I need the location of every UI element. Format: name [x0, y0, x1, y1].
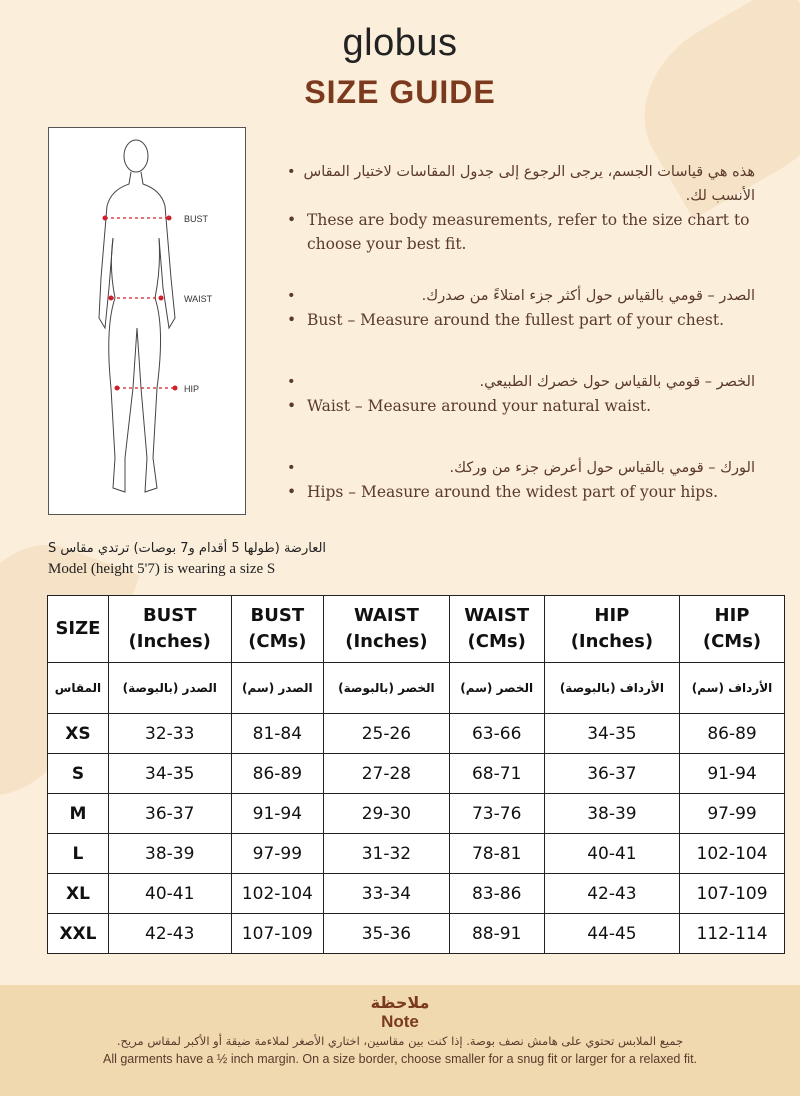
hip-label: HIP — [184, 384, 200, 394]
measurement-cell: 107-109 — [680, 874, 785, 914]
column-header-ar: الصدر (سم) — [231, 663, 324, 714]
measurement-cell: 36-37 — [108, 794, 231, 834]
measurement-cell: 36-37 — [544, 754, 679, 794]
size-cell: L — [48, 834, 109, 874]
column-header-ar: الخصر (بالبوصة) — [324, 663, 449, 714]
measurement-cell: 97-99 — [680, 794, 785, 834]
measurement-cell: 81-84 — [231, 714, 324, 754]
model-info-ar: العارضة (طولها 5 أقدام و7 بوصات) ترتدي مقاس S — [48, 541, 327, 556]
measurement-cell: 91-94 — [231, 794, 324, 834]
column-header-ar: الأرداف (بالبوصة) — [544, 663, 679, 714]
bullet-ar: • الصدر – قومي بالقياس حول أكثر جزء امتلاءً من صدرك. — [285, 284, 755, 308]
column-header — [324, 596, 449, 663]
bust-label: BUST — [184, 214, 209, 224]
bullet-en: • Waist – Measure around your natural waist. — [285, 394, 755, 418]
table-row — [48, 834, 785, 874]
column-header — [449, 596, 544, 663]
header-label: HIP — [714, 605, 750, 626]
header-unit: (CMs) — [467, 631, 526, 652]
header-label: BUST — [142, 605, 197, 626]
measurement-cell: 42-43 — [108, 914, 231, 954]
measurement-cell: 32-33 — [108, 714, 231, 754]
measurement-cell: 40-41 — [108, 874, 231, 914]
column-header — [680, 596, 785, 663]
header-label: WAIST — [464, 605, 530, 626]
note-title-en: Note — [381, 1012, 419, 1031]
header-unit: (Inches) — [570, 631, 654, 652]
column-header — [108, 596, 231, 663]
column-header — [48, 596, 109, 663]
table-row — [48, 874, 785, 914]
measurement-cell: 68-71 — [449, 754, 544, 794]
column-header-ar: المقاس — [48, 663, 109, 714]
header-label: WAIST — [353, 605, 419, 626]
header-label: BUST — [250, 605, 305, 626]
body-silhouette-icon — [49, 128, 247, 516]
page-title: SIZE GUIDE — [304, 74, 496, 110]
table-row — [48, 754, 785, 794]
header-label: HIP — [594, 605, 630, 626]
measurement-cell: 35-36 — [324, 914, 449, 954]
size-cell: XXL — [48, 914, 109, 954]
note-title-ar: ملاحظة — [370, 993, 430, 1012]
measurement-cell: 97-99 — [231, 834, 324, 874]
column-header-ar: الخصر (سم) — [449, 663, 544, 714]
model-info — [48, 538, 326, 580]
measurement-cell: 73-76 — [449, 794, 544, 834]
measurement-cell: 40-41 — [544, 834, 679, 874]
size-chart-table — [47, 595, 785, 954]
measurement-cell: 33-34 — [324, 874, 449, 914]
brand-logo: globus — [342, 22, 458, 64]
column-header — [544, 596, 679, 663]
bullet-en: • These are body measurements, refer to the size chart to choose your best fit. — [285, 208, 755, 256]
measurement-cell: 38-39 — [544, 794, 679, 834]
size-cell: XS — [48, 714, 109, 754]
measurement-cell: 86-89 — [680, 714, 785, 754]
column-header-ar: الصدر (بالبوصة) — [108, 663, 231, 714]
size-cell: M — [48, 794, 109, 834]
measurement-cell: 88-91 — [449, 914, 544, 954]
bullet-en: • Bust – Measure around the fullest part of your chest. — [285, 308, 755, 332]
bullet-ar: • الخصر – قومي بالقياس حول خصرك الطبيعي. — [285, 370, 755, 394]
bullet-ar: • الورك – قومي بالقياس حول أعرض جزء من وركك. — [285, 456, 755, 480]
measurement-cell: 78-81 — [449, 834, 544, 874]
measurement-cell: 102-104 — [231, 874, 324, 914]
measurement-cell: 91-94 — [680, 754, 785, 794]
header-unit: (Inches) — [128, 631, 211, 652]
size-cell: XL — [48, 874, 109, 914]
column-header-ar: الأرداف (سم) — [680, 663, 785, 714]
measurement-cell: 112-114 — [680, 914, 785, 954]
measurement-cell: 63-66 — [449, 714, 544, 754]
measurement-cell: 102-104 — [680, 834, 785, 874]
body-measurement-figure — [48, 127, 246, 515]
note-section — [0, 985, 800, 1096]
measurement-instructions — [285, 160, 755, 532]
measurement-cell: 27-28 — [324, 754, 449, 794]
bullet-ar: • هذه هي قياسات الجسم، يرجى الرجوع إلى جدول المقاسات لاختيار المقاس الأنسب لك. — [285, 160, 755, 208]
waist-label: WAIST — [184, 294, 213, 304]
measurement-cell: 83-86 — [449, 874, 544, 914]
header-label: SIZE — [55, 618, 101, 639]
note-text-en: All garments have a ½ inch margin. On a size border, choose smaller for a snug fit or larger for a relaxed fit. — [102, 1052, 698, 1066]
measurement-cell: 31-32 — [324, 834, 449, 874]
bullet-en: • Hips – Measure around the widest part of your hips. — [285, 480, 755, 504]
table-row — [48, 914, 785, 954]
table-row — [48, 794, 785, 834]
measurement-cell: 34-35 — [544, 714, 679, 754]
note-text-ar: جميع الملابس تحتوي على هامش نصف بوصة. إذا كنت بين مقاسين، اختاري الأصغر لملاءمة ضيقة أو الأكبر لمقاس مريح. — [116, 1034, 684, 1048]
table-row — [48, 714, 785, 754]
size-cell: S — [48, 754, 109, 794]
measurement-cell: 29-30 — [324, 794, 449, 834]
measurement-cell: 86-89 — [231, 754, 324, 794]
measurement-cell: 38-39 — [108, 834, 231, 874]
measurement-cell: 107-109 — [231, 914, 324, 954]
header-unit: (CMs) — [702, 631, 762, 652]
measurement-cell: 42-43 — [544, 874, 679, 914]
model-info-en: Model (height 5'7) is wearing a size S — [48, 561, 276, 577]
measurement-cell: 44-45 — [544, 914, 679, 954]
measurement-cell: 25-26 — [324, 714, 449, 754]
measurement-cell: 34-35 — [108, 754, 231, 794]
header-unit: (Inches) — [345, 631, 428, 652]
column-header — [231, 596, 324, 663]
header-unit: (CMs) — [248, 631, 307, 652]
